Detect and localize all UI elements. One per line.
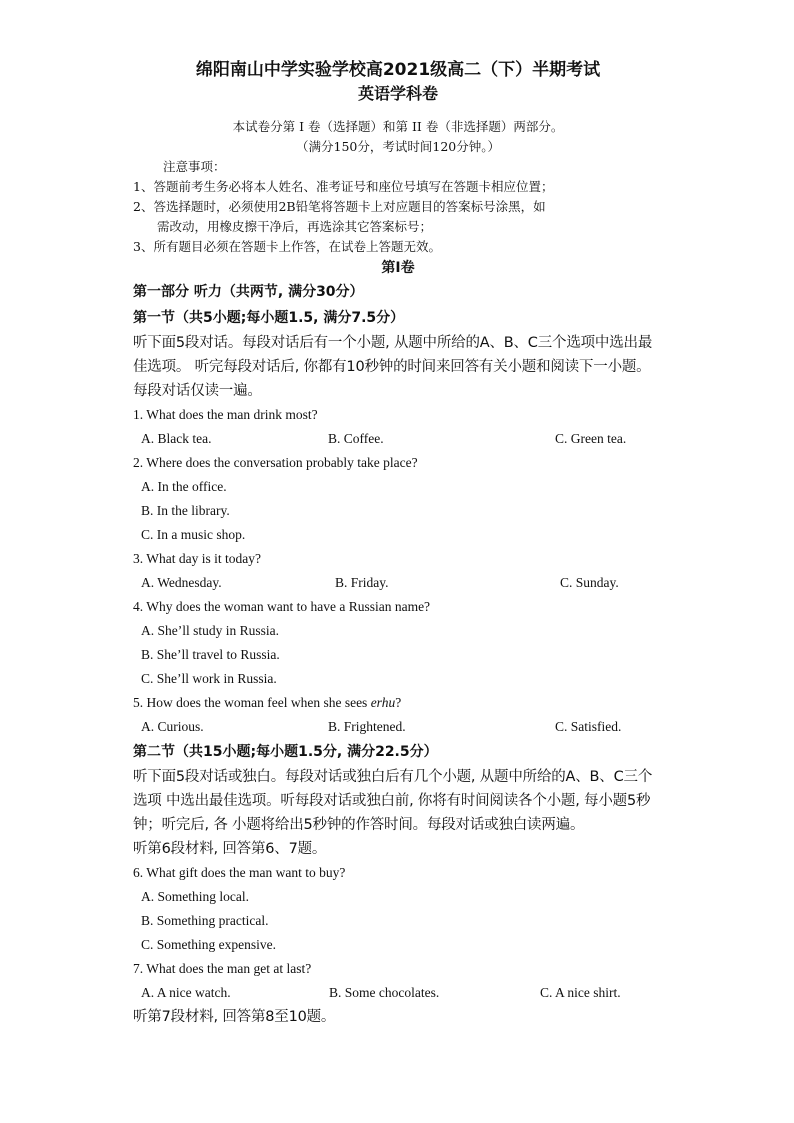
option-c: C. Green tea. bbox=[555, 431, 627, 446]
paper-structure-note: 本试卷分第 I 卷（选择题）和第 II 卷（非选择题）两部分。 bbox=[232, 119, 564, 134]
option-a: A. Wednesday. bbox=[141, 575, 222, 590]
exam-subtitle: 英语学科卷 bbox=[357, 84, 438, 103]
question-stem: 1. What does the man drink most? bbox=[133, 407, 318, 422]
instructions-title: 注意事项： bbox=[163, 159, 226, 174]
exam-page bbox=[133, 58, 663, 1029]
option-a: A. In the office. bbox=[141, 479, 227, 494]
option-b: B. Some chocolates. bbox=[329, 985, 440, 1000]
option-row bbox=[133, 715, 663, 739]
option-b: B. Frightened. bbox=[328, 719, 406, 734]
option-c: C. In a music shop. bbox=[141, 527, 246, 542]
option-row bbox=[133, 571, 663, 595]
option-c: C. Something expensive. bbox=[141, 937, 276, 952]
option-a: A. Curious. bbox=[141, 719, 204, 734]
section-directions: 听下面5段对话。每段对话后有一个小题, 从题中所给的A、B、C三个选项中选出最佳选项。 听完每段对话后, 你都有10秒钟的时间来回答有关小题和阅读下一小题。每段对话仅读一遍。 bbox=[133, 335, 653, 399]
question-stem: 6. What gift does the man want to buy? bbox=[133, 865, 346, 880]
question-stem: 4. Why does the woman want to have a Russian name? bbox=[133, 599, 431, 614]
instruction-line: 2、答选择题时，必须使用2B铅笔将答题卡上对应题目的答案标号涂黑，如 bbox=[133, 199, 546, 214]
option-b: B. In the library. bbox=[141, 503, 230, 518]
option-row bbox=[133, 427, 663, 451]
section-directions: 听下面5段对话或独白。每段对话或独白后有几个小题, 从题中所给的A、B、C三个选项 中选出最佳选项。听每段对话或独白前, 你将有时间阅读各个小题, 每小题5秒钟；听完后, 各 小题将给出5秒钟的作答时间。每段对话或独白读两遍。 bbox=[133, 769, 653, 833]
section-heading: 第二节（共15小题;每小题1.5分, 满分22.5分） bbox=[133, 744, 438, 760]
question-stem-italic: erhu bbox=[370, 695, 396, 710]
option-b: B. Coffee. bbox=[328, 431, 384, 446]
option-c: C. A nice shirt. bbox=[540, 985, 621, 1000]
question-stem-text: 5. How does the woman feel when she sees bbox=[133, 695, 371, 710]
question-stem: 7. What does the man get at last? bbox=[133, 961, 312, 976]
option-a: A. She’ll study in Russia. bbox=[141, 623, 280, 638]
volume-heading: 第I卷 bbox=[381, 260, 415, 276]
instruction-item: 1、答题前考生务必将本人姓名、准考证号和座位号填写在答题卡相应位置； bbox=[133, 179, 554, 194]
exam-title: 绵阳南山中学实验学校高2021级高二（下）半期考试 bbox=[195, 60, 601, 80]
instruction-item bbox=[133, 197, 663, 237]
option-a: A. Black tea. bbox=[141, 431, 212, 446]
score-time-note: （满分150分，考试时间120分钟。） bbox=[296, 139, 500, 154]
option-b: B. She’ll travel to Russia. bbox=[141, 647, 280, 662]
option-a: A. A nice watch. bbox=[141, 985, 231, 1000]
question-stem: 2. Where does the conversation probably take place? bbox=[133, 455, 418, 470]
question-stem: 3. What day is it today? bbox=[133, 551, 261, 566]
option-a: A. Something local. bbox=[141, 889, 249, 904]
instruction-line-continued: 需改动，用橡皮擦干净后，再选涂其它答案标号； bbox=[157, 219, 433, 234]
material-instruction: 听第6段材料, 回答第6、7题。 bbox=[133, 841, 327, 857]
question-stem bbox=[133, 691, 663, 715]
option-b: B. Friday. bbox=[335, 575, 389, 590]
option-b: B. Something practical. bbox=[141, 913, 269, 928]
section-heading: 第一节（共5小题;每小题1.5, 满分7.5分） bbox=[133, 310, 405, 326]
option-c: C. Satisfied. bbox=[555, 719, 622, 734]
question-stem-end: ? bbox=[395, 695, 402, 710]
instruction-item: 3、所有题目必须在答题卡上作答，在试卷上答题无效。 bbox=[133, 239, 441, 254]
part-heading: 第一部分 听力（共两节, 满分30分） bbox=[133, 284, 364, 300]
option-c: C. Sunday. bbox=[560, 575, 619, 590]
material-instruction: 听第7段材料, 回答第8至10题。 bbox=[133, 1009, 336, 1025]
option-c: C. She’ll work in Russia. bbox=[141, 671, 277, 686]
option-row bbox=[133, 981, 663, 1005]
